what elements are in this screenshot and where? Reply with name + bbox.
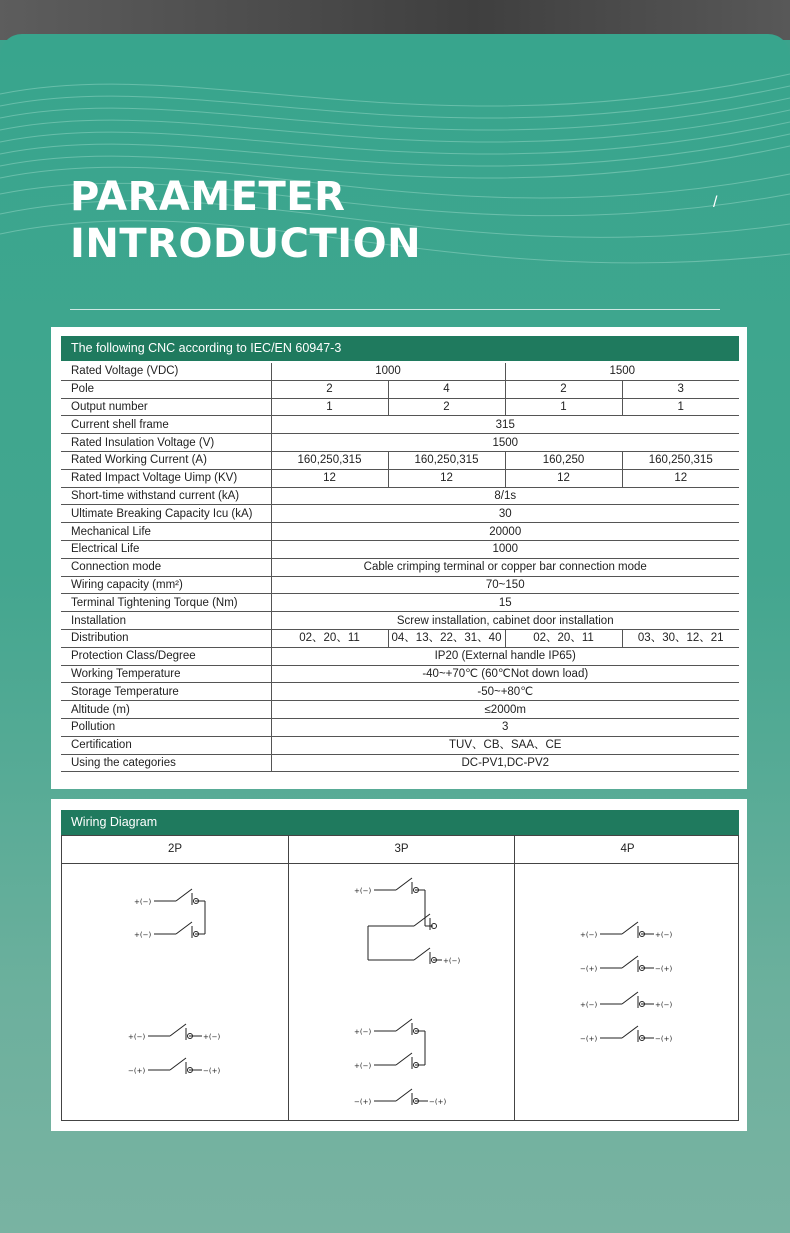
spec-value: -50~+80℃ (271, 683, 739, 701)
spec-row (61, 540, 739, 558)
terminal-label: −(+) (354, 1098, 372, 1106)
spec-label: Ultimate Breaking Capacity Icu (kA) (61, 505, 271, 523)
wiring-header: Wiring Diagram (61, 810, 739, 835)
spec-value: IP20 (External handle IP65) (271, 647, 739, 665)
spec-label: Protection Class/Degree (61, 647, 271, 665)
spec-row (61, 683, 739, 701)
spec-label: Connection mode (61, 558, 271, 576)
spec-row (61, 594, 739, 612)
spec-value: 02、20、11 (271, 629, 388, 647)
spec-value: 3 (622, 380, 739, 398)
spec-row (61, 754, 739, 772)
terminal-label: +(−) (580, 931, 598, 939)
spec-row (61, 612, 739, 630)
spec-label: Storage Temperature (61, 683, 271, 701)
wire-line (622, 922, 638, 934)
terminal-label: +(−) (128, 1033, 146, 1041)
spec-value: 1 (622, 398, 739, 416)
spec-label: Certification (61, 736, 271, 754)
spec-row (61, 718, 739, 736)
spec-row (61, 363, 739, 380)
spec-label: Rated Impact Voltage Uimp (KV) (61, 469, 271, 487)
spec-value: 1000 (271, 363, 505, 380)
spec-value: 315 (271, 416, 739, 434)
spec-value: 1500 (271, 434, 739, 452)
spec-value: Screw installation, cabinet door installation (271, 612, 739, 630)
spec-value: 160,250,315 (388, 451, 505, 469)
spec-row (61, 434, 739, 452)
spec-value: 03、30、12、21 (622, 629, 739, 647)
terminal-label: −(+) (580, 965, 598, 973)
spec-row (61, 416, 739, 434)
wire-line (414, 948, 430, 960)
terminal-label: −(+) (655, 965, 673, 973)
spec-value: DC-PV1,DC-PV2 (271, 754, 739, 772)
spec-value: 15 (271, 594, 739, 612)
spec-value: 4 (388, 380, 505, 398)
spec-row (61, 505, 739, 523)
wire-line (622, 1026, 638, 1038)
terminal-label: +(−) (354, 1062, 372, 1070)
spec-label: Output number (61, 398, 271, 416)
spec-label: Distribution (61, 629, 271, 647)
spec-value: -40~+70℃ (60℃Not down load) (271, 665, 739, 683)
spec-table-header: The following CNC according to IEC/EN 60947-3 (61, 336, 739, 361)
spec-label: Rated Voltage (VDC) (61, 363, 271, 380)
terminal-label: +(−) (134, 931, 152, 939)
spec-label: Pole (61, 380, 271, 398)
terminal-label: −(+) (128, 1067, 146, 1075)
terminal-label: +(−) (354, 887, 372, 895)
terminal-label: +(−) (354, 1028, 372, 1036)
spec-value: 2 (271, 380, 388, 398)
spec-label: Rated Working Current (A) (61, 451, 271, 469)
spec-value: TUV、CB、SAA、CE (271, 736, 739, 754)
spec-value: 8/1s (271, 487, 739, 505)
spec-value: 12 (388, 469, 505, 487)
spec-label: Short-time withstand current (kA) (61, 487, 271, 505)
terminal-label: +(−) (655, 931, 673, 939)
spec-label: Wiring capacity (mm²) (61, 576, 271, 594)
decorative-slash: / (713, 194, 718, 211)
spec-row (61, 380, 739, 398)
spec-label: Installation (61, 612, 271, 630)
spec-label: Terminal Tightening Torque (Nm) (61, 594, 271, 612)
spec-value: 70~150 (271, 576, 739, 594)
spec-card (51, 327, 747, 789)
spec-row (61, 523, 739, 541)
spec-row (61, 576, 739, 594)
terminal-label: +(−) (134, 898, 152, 906)
spec-value: Cable crimping terminal or copper bar connection mode (271, 558, 739, 576)
wire-line (396, 1053, 412, 1065)
wire-line (170, 1024, 186, 1036)
spec-label: Working Temperature (61, 665, 271, 683)
spec-table (61, 363, 739, 772)
spec-row (61, 487, 739, 505)
terminal-label: −(+) (580, 1035, 598, 1043)
spec-value: 30 (271, 505, 739, 523)
spec-value: 20000 (271, 523, 739, 541)
wire-line (176, 922, 192, 934)
wiring-col-3p: 3P (394, 843, 409, 855)
terminal-label: −(+) (429, 1098, 447, 1106)
spec-value: 04、13、22、31、40 (388, 629, 505, 647)
spec-label: Current shell frame (61, 416, 271, 434)
spec-value: 3 (271, 718, 739, 736)
spec-value: 12 (622, 469, 739, 487)
title-divider (70, 309, 720, 310)
spec-value: 160,250,315 (271, 451, 388, 469)
spec-label: Rated Insulation Voltage (V) (61, 434, 271, 452)
spec-value: 2 (505, 380, 622, 398)
spec-value: 12 (505, 469, 622, 487)
spec-value: ≤2000m (271, 701, 739, 719)
wiring-col-2p: 2P (167, 843, 183, 855)
spec-row (61, 736, 739, 754)
spec-label: Mechanical Life (61, 523, 271, 541)
wire-line (396, 878, 412, 890)
wire-line (176, 889, 192, 901)
spec-value: 1500 (505, 363, 739, 380)
spec-row (61, 647, 739, 665)
wire-line (170, 1058, 186, 1070)
spec-row (61, 629, 739, 647)
wire-line (622, 956, 638, 968)
spec-value: 1 (505, 398, 622, 416)
terminal-label: +(−) (655, 1001, 673, 1009)
wire-line (396, 1019, 412, 1031)
spec-value: 2 (388, 398, 505, 416)
terminal-label: +(−) (580, 1001, 598, 1009)
wire-line (396, 1089, 412, 1101)
spec-row (61, 398, 739, 416)
spec-row (61, 665, 739, 683)
wiring-diagram-grid (61, 835, 739, 1121)
wiring-schematics (62, 864, 738, 1120)
spec-row (61, 451, 739, 469)
spec-label: Using the categories (61, 754, 271, 772)
title-line-1: PARAMETER (70, 174, 346, 220)
spec-value: 160,250,315 (622, 451, 739, 469)
wire-line (414, 914, 430, 926)
spec-value: 02、20、11 (505, 629, 622, 647)
terminal-label: −(+) (655, 1035, 673, 1043)
spec-value: 1 (271, 398, 388, 416)
spec-label: Altitude (m) (61, 701, 271, 719)
spec-label: Electrical Life (61, 540, 271, 558)
spec-label: Pollution (61, 718, 271, 736)
spec-row (61, 469, 739, 487)
terminal-label: +(−) (443, 957, 461, 965)
title-line-2: INTRODUCTION (70, 221, 422, 267)
spec-row (61, 701, 739, 719)
spec-value: 12 (271, 469, 388, 487)
wire-line (622, 992, 638, 1004)
terminal-label: −(+) (203, 1067, 221, 1075)
terminal-label: +(−) (203, 1033, 221, 1041)
spec-value: 1000 (271, 540, 739, 558)
spec-value: 160,250 (505, 451, 622, 469)
page-title (70, 174, 421, 268)
wiring-col-4p: 4P (620, 843, 635, 855)
spec-row (61, 558, 739, 576)
wiring-card (51, 799, 747, 1131)
